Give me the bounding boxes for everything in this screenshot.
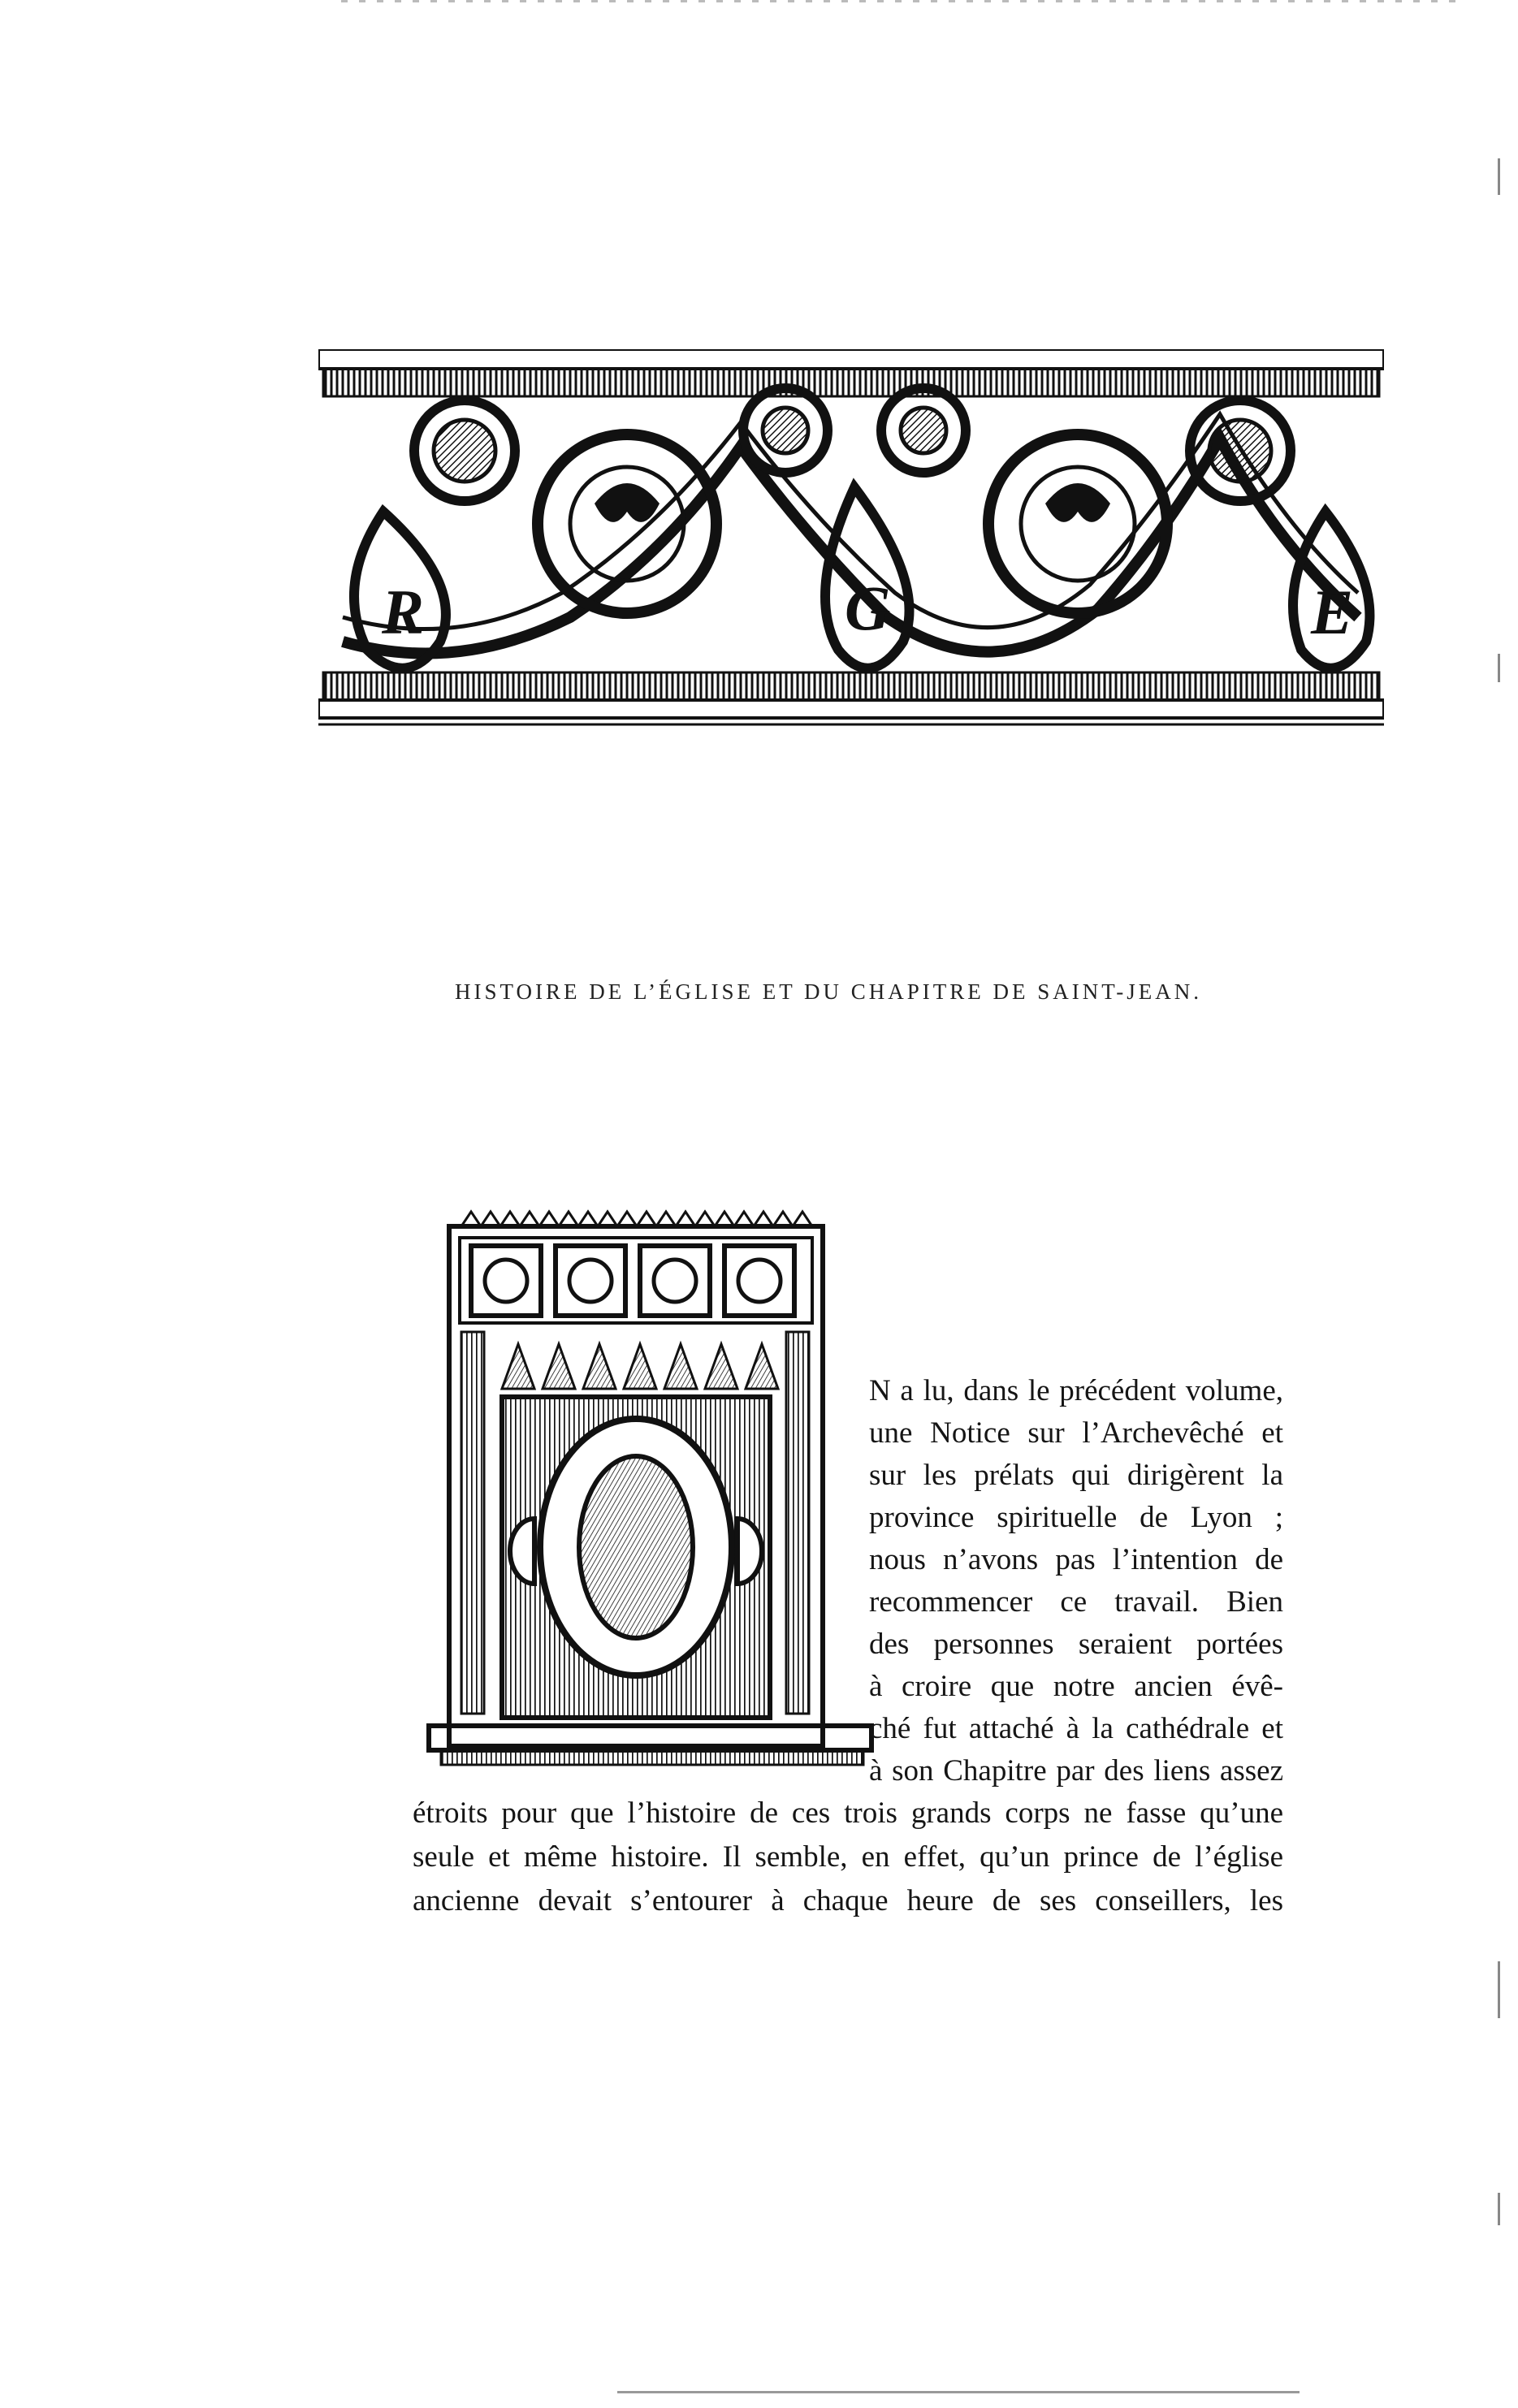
frieze-letter: E	[1311, 577, 1354, 647]
page-title: HISTOIRE DE L’ÉGLISE ET DU CHAPITRE DE SAINT-JEAN.	[455, 979, 1202, 1004]
text-line: ancienne devait s’entourer à chaque heure de ses conseillers, les	[413, 1884, 1283, 1917]
frieze-letter: R	[382, 577, 425, 647]
scan-edge-right	[1498, 654, 1500, 682]
text-line: à son Chapitre par des liens assez	[869, 1754, 1283, 1788]
text-line: étroits pour que l’histoire de ces trois grands corps ne fasse qu’une	[413, 1796, 1283, 1830]
scan-edge-top	[341, 0, 1462, 2]
text-line: sur les prélats qui dirigèrent la	[869, 1459, 1283, 1492]
scan-edge-right	[1498, 158, 1500, 195]
scan-edge-right	[1498, 2193, 1500, 2225]
frieze-letter: G	[845, 573, 891, 643]
text-line: seule et même histoire. Il semble, en effet, qu’un prince de l’église	[413, 1840, 1283, 1874]
text-line: province spirituelle de Lyon ;	[869, 1501, 1283, 1534]
text-line: nous n’avons pas l’intention de	[869, 1543, 1283, 1576]
text-line: des personnes seraient portées	[869, 1628, 1283, 1661]
scan-edge-bottom	[617, 2391, 1300, 2393]
drop-cap-illustration	[413, 1202, 880, 1775]
frieze-illustration	[318, 349, 1384, 731]
scan-edge-right	[1498, 1961, 1500, 2018]
text-line: à croire que notre ancien évê-	[869, 1670, 1283, 1703]
text-line: recommencer ce travail. Bien	[869, 1585, 1283, 1619]
text-line: N a lu, dans le précédent volume,	[869, 1374, 1283, 1407]
text-line: une Notice sur l’Archevêché et	[869, 1416, 1283, 1450]
text-line: ché fut attaché à la cathédrale et	[869, 1712, 1283, 1745]
